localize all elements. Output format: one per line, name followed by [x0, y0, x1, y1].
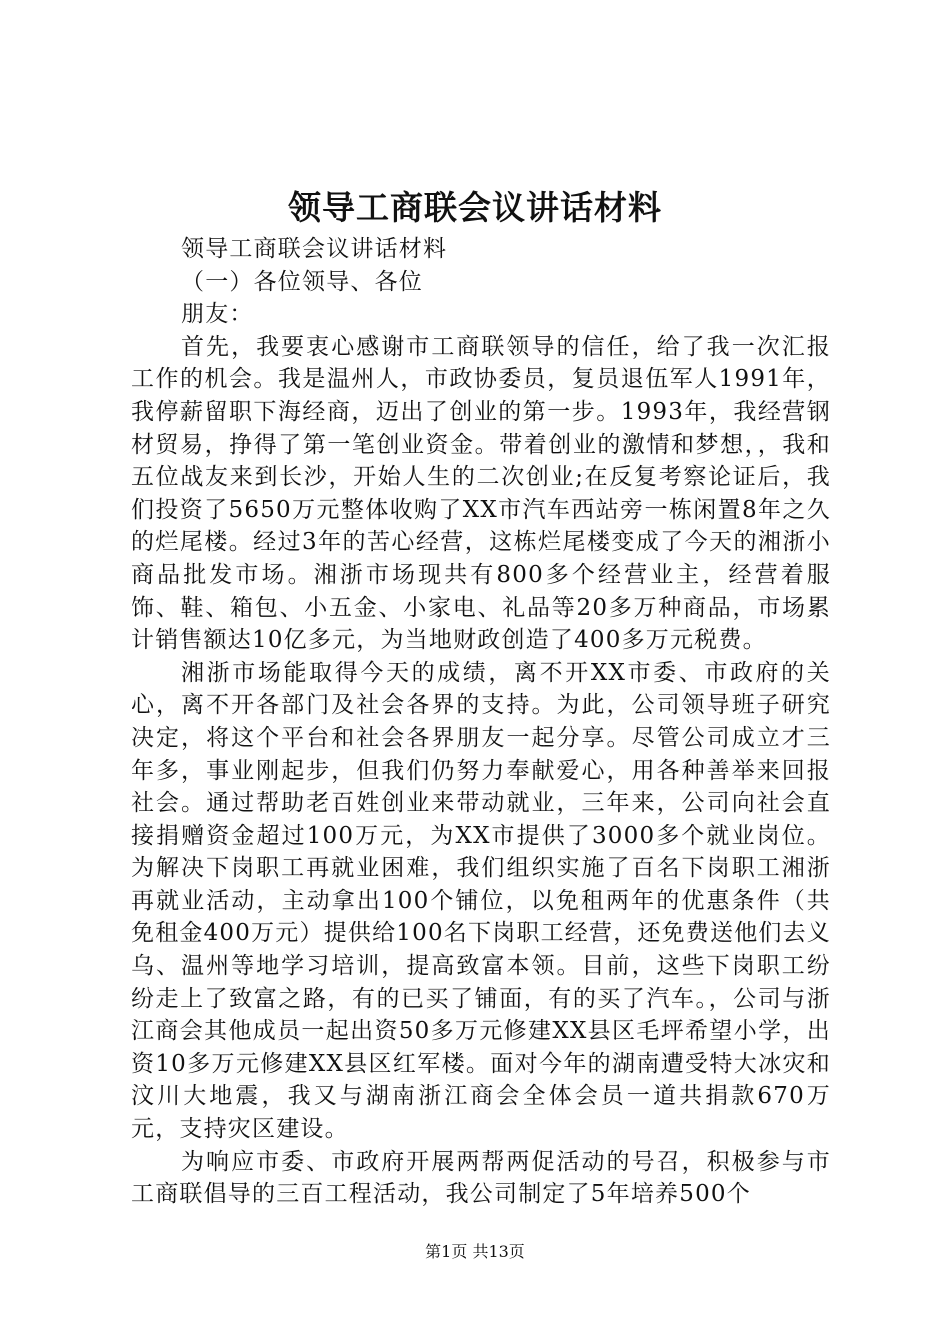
- paragraph-body-2: 湘浙市场能取得今天的成绩，离不开XX市委、市政府的关心，离不开各部门及社会各界的支持。为此，公司领导班子研究决定，将这个平台和社会各界朋友一起分享。尽管公司成立才三年多，事业刚起步，但我们仍努力奉献爱心，用各种善举来回报社会。通过帮助老百姓创业来带动就业，三年来，公司向社会直接捐赠资金超过100万元，为XX市提供了3000多个就业岗位。为解决下岗职工再就业困难，我们组织实施了百名下岗职工湘浙再就业活动，主动拿出100个铺位，以免租两年的优惠条件（共免租金400万元）提供给100名下岗职工经营，还免费送他们去义乌、温州等地学习培训，提高致富本领。目前，这些下岗职工纷纷走上了致富之路，有的已买了铺面，有的买了汽车。，公司与浙江商会其他成员一起出资50多万元修建XX县区毛坪希望小学，出资10多万元修建XX县区红军楼。面对今年的湖南遭受特大冰灾和汶川大地震，我又与湖南浙江商会全体会员一道共捐款670万元，支持灾区建设。: [131, 659, 831, 1143]
- paragraph-body-1: 首先，我要衷心感谢市工商联领导的信任，给了我一次汇报工作的机会。我是温州人，市政协委员，复员退伍军人1991年，我停薪留职下海经商，迈出了创业的第一步。1993年，我经营钢材贸易，挣得了第一笔创业资金。带着创业的激情和梦想，，我和五位战友来到长沙，开始人生的二次创业;在反复考察论证后，我们投资了5650万元整体收购了XX市汽车西站旁一栋闲置8年之久的烂尾楼。经过3年的苦心经营，这栋烂尾楼变成了今天的湘浙小商品批发市场。湘浙市场现共有800多个经营业主，经营着服饰、鞋、箱包、小五金、小家电、礼品等20多万种商品，市场累计销售额达10亿多元，为当地财政创造了400多万元税费。: [131, 333, 831, 654]
- paragraph-body-3: 为响应市委、市政府开展两帮两促活动的号召，积极参与市工商联倡导的三百工程活动，我公司制定了5年培养500个: [131, 1148, 831, 1208]
- document-body: [131, 233, 831, 1211]
- paragraph-salutation-1: （一）各位领导、各位: [181, 268, 423, 295]
- document-title: 领导工商联会议讲话材料: [288, 188, 662, 227]
- page-number-footer: 第1页 共13页: [425, 1242, 525, 1261]
- paragraph-salutation-2: 朋友：: [181, 301, 254, 328]
- paragraph-subtitle: 领导工商联会议讲话材料: [181, 236, 448, 262]
